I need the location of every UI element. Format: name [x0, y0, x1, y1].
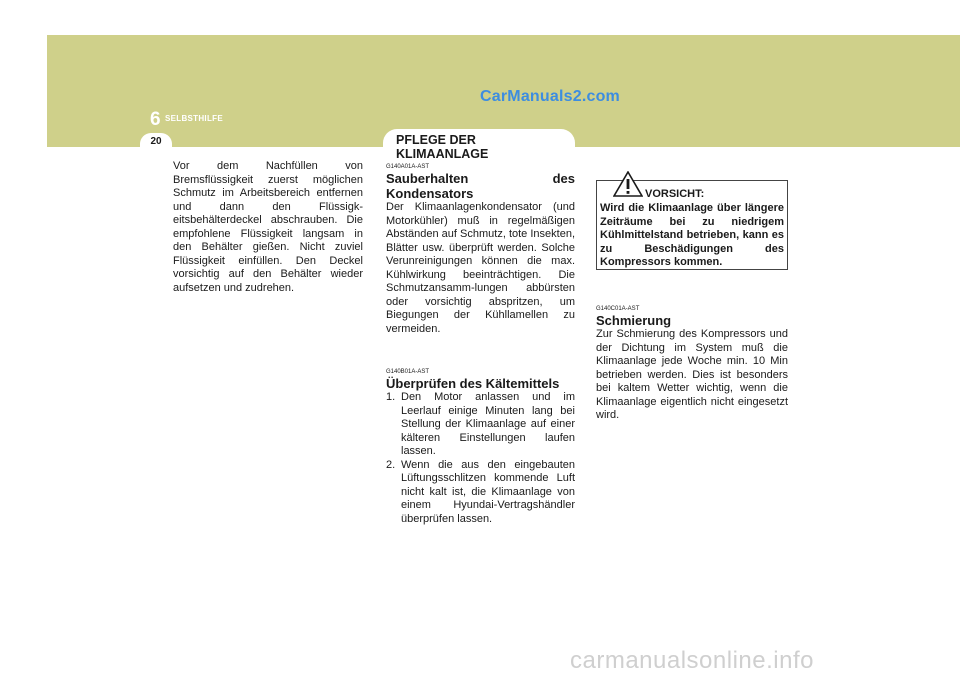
refrigerant-code: G140B01A-AST: [386, 369, 430, 375]
warning-header: [600, 187, 784, 202]
refrigerant-steps: [386, 391, 575, 526]
lubrication-code: G140C01A-AST: [596, 306, 640, 312]
condenser-heading: Sauberhalten des Kondensators: [386, 171, 575, 201]
footer-watermark[interactable]: carmanualsonline.info: [570, 647, 814, 674]
warning-box: [596, 180, 788, 270]
list-item: [386, 459, 575, 527]
lubrication-text: Zur Schmierung des Kompressors und der Dichtung im System muß die Klimaanlage jede Woche min. 10 Min betrieben werden. Dies ist besonders bei kaltem Wetter wichtig, wenn die Klimaanlage eigentlich nicht eingesetzt wird.: [596, 328, 788, 421]
step-number: 1.: [386, 391, 396, 403]
condenser-text: Der Klimaanlagenkondensator (und Motorkühler) muß in regelmäßigen Abständen auf Schmutz, tote Insekten, Blätter usw. überprüft werden. Solche Verunreinigungen können die max. Kühlwirkung beeinträchtigen. Die Schmutzansamm-lungen abbürsten oder vorsichtig abspritzen, um Biegungen der Kühllamellen zu vermeiden.: [386, 201, 575, 335]
brake-fluid-column: [173, 160, 363, 295]
chapter-name: SELBSTHILFE: [165, 114, 223, 123]
brake-fluid-text: Vor dem Nachfüllen von Bremsflüssigkeit zuerst möglichen Schmutz im Arbeitsbereich entfernen und dann den Flüssigk-eitsbehälterdeckel abschrauben. Die empfohlene Flüssigkeit langsam in den Behälter gießen. Nicht zuviel Flüssigkeit einfüllen. Den Deckel vorsichtig auf den Behälter wieder aufsetzen und zudrehen.: [173, 160, 363, 294]
warning-triangle-icon: [613, 171, 643, 197]
warning-label: VORSICHT:: [645, 188, 705, 200]
condenser-code: G140A01A-AST: [386, 164, 430, 170]
right-column: [596, 180, 788, 270]
warning-text: Wird die Klimaanlage über längere Zeiträume bei zu niedrigem Kühlmittelstand betrieben, kann es zu Beschädigungen des Kompressors kommen.: [600, 202, 784, 268]
list-item: [386, 391, 575, 459]
carmanuals-watermark[interactable]: CarManuals2.com: [480, 88, 620, 105]
page-number: 20: [150, 136, 162, 147]
chapter-number: 6: [150, 109, 161, 130]
step-text: Wenn die aus den eingebauten Lüftungsschlitzen kommende Luft nicht kalt ist, die Klimaanlage von einem Hyundai-Vertragshändler überprüfen lassen.: [401, 458, 575, 525]
lubrication-section: [596, 305, 788, 423]
middle-column: [386, 163, 575, 526]
step-number: 2.: [386, 458, 396, 471]
lubrication-heading: Schmierung: [596, 313, 672, 328]
section-title: PFLEGE DER KLIMAANLAGE: [396, 133, 489, 161]
step-text: Den Motor anlassen und im Leerlauf einige Minuten lang bei Stellung der Klimaanlage auf einer kälteren Einstellungen laufen lassen.: [401, 391, 575, 457]
refrigerant-heading: Überprüfen des Kältemittels: [386, 376, 560, 391]
